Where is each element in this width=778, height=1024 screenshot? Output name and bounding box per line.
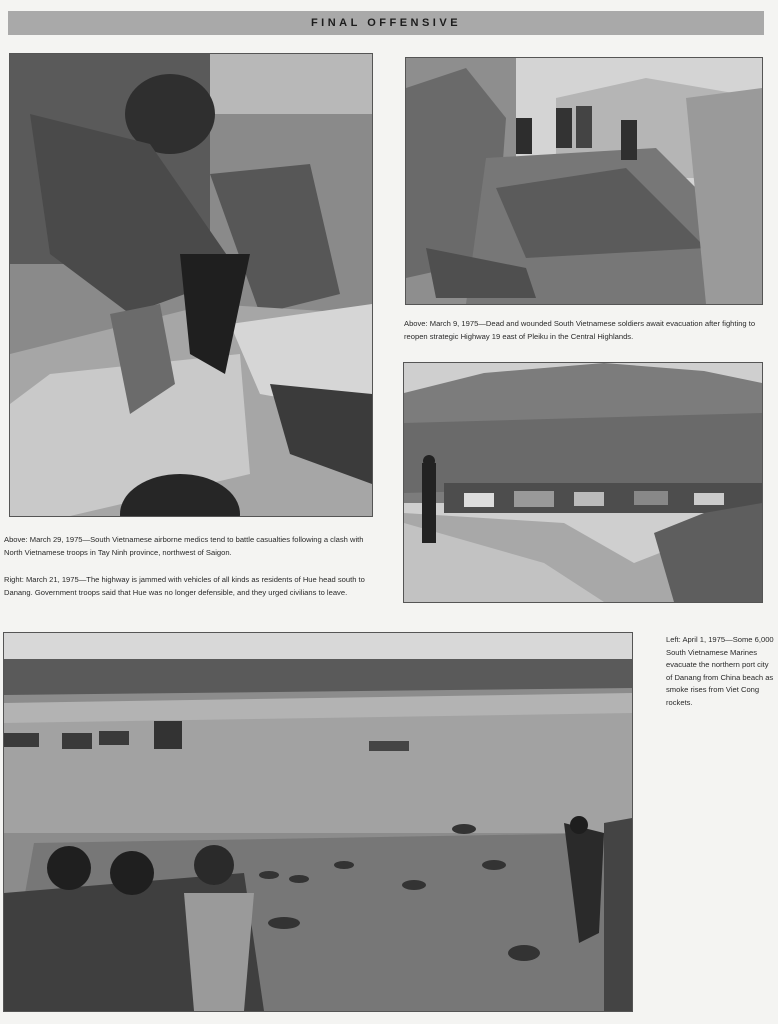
section-header <box>8 11 764 35</box>
caption-hue: Right: March 21, 1975—The highway is jammed with vehicles of all kinds as residents of Hue head south to Danang. Government troops said that Hue was no longer defensible, and they urged civilians to leave. <box>4 575 365 597</box>
caption-pleiku: Above: March 9, 1975—Dead and wounded South Vietnamese soldiers await evacuation after fighting to reopen strategic Highway 19 east of Pleiku in the Central Highlands. <box>404 319 756 341</box>
photo-medics <box>9 53 373 517</box>
section-title: FINAL OFFENSIVE <box>310 17 462 29</box>
caption-danang: Left: April 1, 1975—Some 6,000 South Vietnamese Marines evacuate the northern port city of Danang from China beach as smoke rises from Viet Cong rockets. <box>666 635 774 707</box>
photo-highway <box>403 362 763 603</box>
photo-beach <box>3 632 633 1012</box>
caption-tay-ninh: Above: March 29, 1975—South Vietnamese airborne medics tend to battle casualties following a clash with North Vietnamese troops in Tay Ninh province, northwest of Saigon. <box>4 535 364 557</box>
photo-hillside <box>405 57 763 305</box>
